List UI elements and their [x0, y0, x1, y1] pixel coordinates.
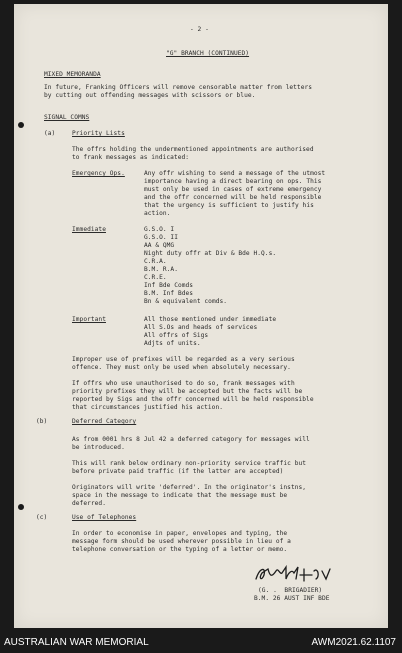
document-page	[14, 4, 388, 628]
paragraph-line: that circumstances justified his action.	[72, 404, 224, 411]
paragraph-line: offence. They must only be used when absolutely necessary.	[72, 364, 291, 371]
important-line: All offrs of Sigs	[144, 332, 209, 339]
emergency-line: and the offr concerned will be held responsible	[144, 194, 322, 201]
paragraph-line: by cutting out offending messages with scissors or blue.	[44, 92, 256, 99]
footer-reference: AWM2021.62.1107	[311, 637, 396, 648]
immediate-line: AA & QMG	[144, 242, 175, 249]
section-title-signal-comns: SIGNAL COMNS	[44, 114, 90, 121]
footer-institution: AUSTRALIAN WAR MEMORIAL	[4, 637, 149, 648]
immediate-line: Bn & equivalent comds.	[144, 298, 228, 305]
emergency-line: must only be used in cases of extreme emergency	[144, 186, 322, 193]
paragraph-line: reported by Sigs and the offr concerned will be held responsible	[72, 396, 314, 403]
paragraph-line: Improper use of prefixes will be regarded as a very serious	[72, 356, 295, 363]
paragraph-line: Originators will write 'deferred'. In the originator's instns,	[72, 484, 307, 491]
paragraph-line: If offrs who use unauthorised to do so, frank messages with	[72, 380, 295, 387]
emergency-line: Any offr wishing to send a message of the utmost	[144, 170, 326, 177]
immediate-line: Night duty offr at Div & Bde H.Q.s.	[144, 250, 277, 257]
paragraph-line: deferred.	[72, 500, 106, 507]
item-label-b: (b)	[36, 418, 48, 425]
category-label-emergency: Emergency Ops.	[72, 170, 125, 177]
important-line: All S.Os and heads of services	[144, 324, 258, 331]
paragraph-line: The offrs holding the undermentioned appointments are authorised	[72, 146, 314, 153]
page-heading: "G" BRANCH (CONTINUED)	[166, 50, 250, 57]
page-number: - 2 -	[190, 26, 209, 33]
important-line: Adjts of units.	[144, 340, 201, 347]
important-line: All those mentioned under immediate	[144, 316, 277, 323]
item-title-use-of-telephones: Use of Telephones	[72, 514, 137, 521]
signature-title: B.M. 26 AUST INF BDE	[254, 595, 330, 602]
emergency-line: action.	[144, 210, 171, 217]
paragraph-line: In order to economise in paper, envelopes and typing, the	[72, 530, 288, 537]
paragraph-line: before private paid traffic (if the latter are accepted)	[72, 468, 284, 475]
emergency-line: that the urgency is sufficient to justify his	[144, 202, 314, 209]
paragraph-line: In future, Franking Officers will remove censorable matter from letters	[44, 84, 313, 91]
immediate-line: G.S.O. II	[144, 234, 178, 241]
item-label-c: (c)	[36, 514, 48, 521]
category-label-immediate: Immediate	[72, 226, 106, 233]
handwritten-signature	[252, 563, 332, 585]
item-title-priority-lists: Priority Lists	[72, 130, 125, 137]
paragraph-line: telephone conversation or the typing of a letter or memo.	[72, 546, 288, 553]
immediate-line: B.M. Inf Bdes	[144, 290, 194, 297]
archive-footer	[0, 634, 402, 653]
item-title-deferred-category: Deferred Category	[72, 418, 137, 425]
paragraph-line: priority prefixes they will be accepted but the facts will be	[72, 388, 303, 395]
item-label-a: (a)	[44, 130, 56, 137]
punch-hole	[18, 504, 24, 510]
punch-hole	[18, 122, 24, 128]
paragraph-line: This will rank below ordinary non-priority service traffic but	[72, 460, 307, 467]
paragraph-line: As from 0001 hrs 8 Jul 42 a deferred category for messages will	[72, 436, 310, 443]
immediate-line: G.S.O. I	[144, 226, 175, 233]
immediate-line: C.R.E.	[144, 274, 167, 281]
immediate-line: B.M. R.A.	[144, 266, 178, 273]
signature-name: (G. . BRIGADIER)	[258, 587, 323, 594]
paragraph-line: to frank messages as indicated:	[72, 154, 190, 161]
paragraph-line: message form should be used wherever possible in lieu of a	[72, 538, 291, 545]
emergency-line: importance having a direct bearing on ops. This	[144, 178, 322, 185]
immediate-line: Inf Bde Comds	[144, 282, 194, 289]
section-title-mixed-memoranda: MIXED MEMORANDA	[44, 71, 101, 78]
category-label-important: Important	[72, 316, 106, 323]
paragraph-line: space in the message to indicate that the message must be	[72, 492, 288, 499]
paragraph-line: be introduced.	[72, 444, 125, 451]
immediate-line: C.R.A.	[144, 258, 167, 265]
